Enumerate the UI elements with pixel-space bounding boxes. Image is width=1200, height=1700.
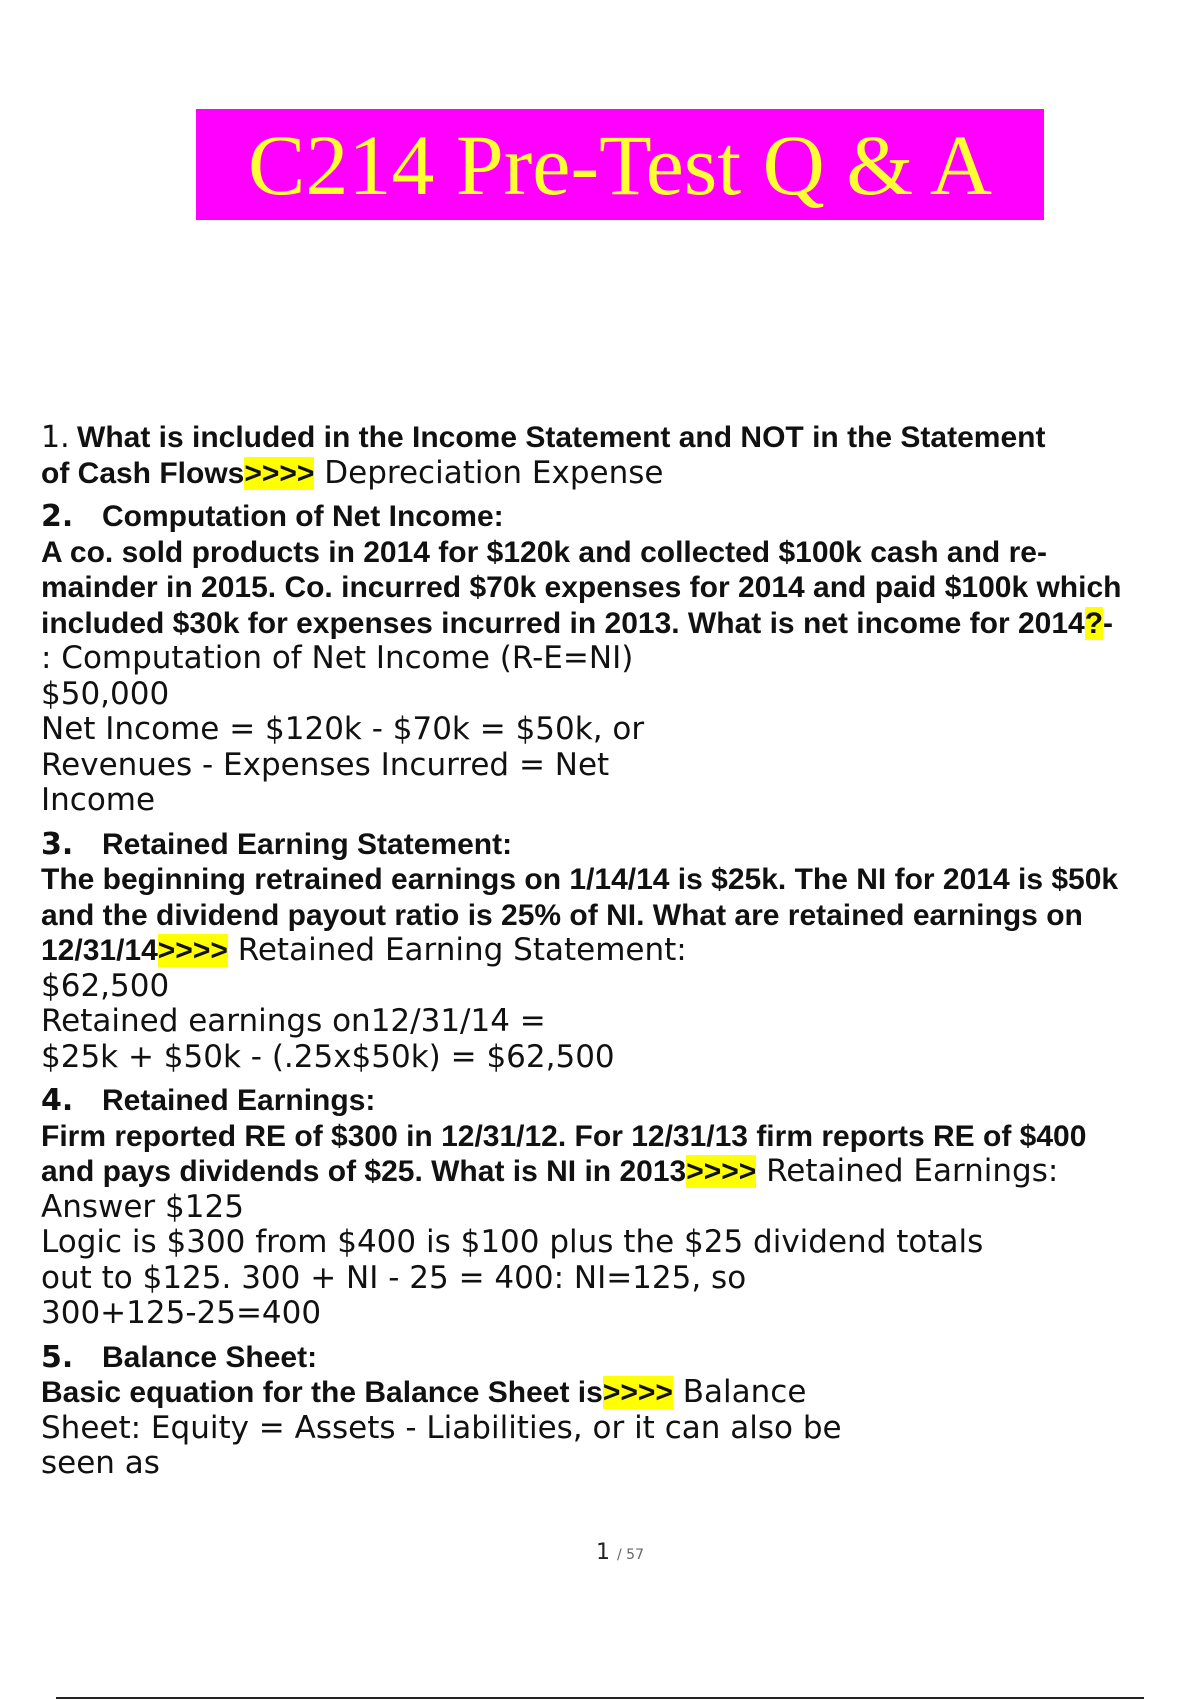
q3-text-2: and the dividend payout ratio is 25% of NI. What are retained earnings on xyxy=(41,898,1083,932)
title-banner xyxy=(196,109,1044,220)
q2-text-3: included $30k for expenses incurred in 2013. What is net income for 2014?- xyxy=(41,606,1114,640)
answer-arrow: >>>> xyxy=(602,1376,673,1409)
q2-text-1: A co. sold products in 2014 for $120k and collected $100k cash and re- xyxy=(41,535,1047,569)
q5-heading: 5. Balance Sheet: xyxy=(41,1339,318,1375)
q3-text-3: 12/31/14>>>> Retained Earning Statement: xyxy=(41,932,687,968)
q2-answer-1: : Computation of Net Income (R-E=NI) xyxy=(41,640,634,676)
q2-answer-4: Revenues - Expenses Incurred = Net xyxy=(41,746,610,783)
q2-number: 2. xyxy=(41,499,74,534)
q5-answer-2: Sheet: Equity = Assets - Liabilities, or it can also be xyxy=(41,1409,842,1446)
q2-answer-3: Net Income = $120k - $70k = $50k, or xyxy=(41,711,645,747)
q3-answer-1: Retained Earning Statement: xyxy=(227,932,687,968)
q4-number: 4. xyxy=(41,1083,74,1118)
question-3 xyxy=(41,827,1196,1076)
q5-text-1: Basic equation for the Balance Sheet is>>>> Balance xyxy=(41,1374,807,1410)
q3-answer-2: $62,500 xyxy=(41,967,170,1004)
question-2 xyxy=(41,499,1196,819)
q4-answer-3: Logic is $300 from $400 is $100 plus the $25 dividend totals xyxy=(41,1224,984,1260)
q3-answer-4: $25k + $50k - (.25x$50k) = $62,500 xyxy=(41,1038,615,1075)
question-5 xyxy=(41,1340,1196,1482)
q4-answer-5: 300+125-25=400 xyxy=(41,1295,322,1331)
page-current: 1 xyxy=(596,1540,610,1565)
q4-answer-2: Answer $125 xyxy=(41,1188,244,1225)
q3-text-1: The beginning retrained earnings on 1/14/14 is $25k. The NI for 2014 is $50k xyxy=(41,863,1119,896)
answer-arrow: >>>> xyxy=(686,1155,757,1188)
answer-arrow: >>>> xyxy=(157,934,228,967)
q5-answer-3: seen as xyxy=(41,1445,160,1481)
q3-answer-3: Retained earnings on12/31/14 = xyxy=(41,1003,546,1039)
q1-line-2: of Cash Flows>>>> Depreciation Expense xyxy=(41,454,664,491)
page-total: / 57 xyxy=(617,1547,644,1563)
document-title: C214 Pre-Test Q & A xyxy=(247,116,993,213)
q4-answer-1: Retained Earnings: xyxy=(756,1153,1059,1189)
q4-answer-4: out to $125. 300 + NI - 25 = 400: NI=125, so xyxy=(41,1259,747,1296)
highlight-mark: ? xyxy=(1084,606,1104,640)
q3-heading: 3. Retained Earning Statement: xyxy=(41,826,513,862)
q4-text-2: and pays dividends of $25. What is NI in 2013>>>> Retained Earnings: xyxy=(41,1153,1059,1189)
question-1 xyxy=(41,420,1196,491)
bottom-divider xyxy=(56,1697,1144,1699)
question-4 xyxy=(41,1083,1196,1332)
q5-answer-1: Balance xyxy=(672,1374,807,1410)
q2-text-2: mainder in 2015. Co. incurred $70k expenses for 2014 and paid $100k which xyxy=(41,571,1122,604)
q4-text-1: Firm reported RE of $300 in 12/31/12. For 12/31/13 firm reports RE of $400 xyxy=(41,1119,1087,1153)
q1-line-1: 1. What is included in the Income Statement and NOT in the Statement xyxy=(41,420,1046,455)
qa-content xyxy=(41,420,1196,1490)
page-indicator xyxy=(0,1540,1200,1565)
answer-arrow: >>>> xyxy=(244,456,315,490)
q2-answer-5: Income xyxy=(41,782,156,818)
q2-answer-2: $50,000 xyxy=(41,675,170,712)
q3-number: 3. xyxy=(41,826,74,862)
q5-number: 5. xyxy=(41,1339,74,1375)
q1-answer: Depreciation Expense xyxy=(314,454,664,491)
q2-heading: 2. Computation of Net Income: xyxy=(41,499,504,534)
q1-number: 1. xyxy=(41,420,70,455)
q4-heading: 4. Retained Earnings: xyxy=(41,1083,376,1118)
